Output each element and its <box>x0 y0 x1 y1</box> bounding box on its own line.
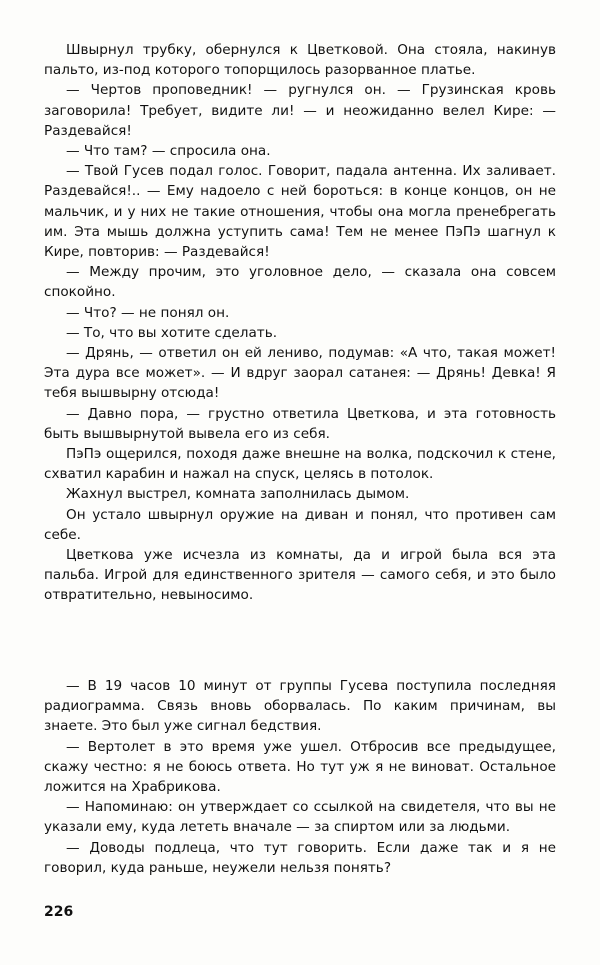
paragraph: Жахнул выстрел, комната заполнилась дымом. <box>66 486 410 503</box>
text-section-2 <box>44 676 556 878</box>
paragraph: — В 19 часов 10 минут от группы Гусева поступила последняя радиограмма. Связь вновь оборвалась. По каким причинам, вы знаете. Это был уже сигнал бедствия. <box>44 678 556 735</box>
paragraph: ПэПэ ощерился, походя даже внешне на волка, подскочил к стене, схватил карабин и нажал на спуск, целясь в потолок. <box>44 446 556 483</box>
paragraph: — Что там? — спросила она. <box>66 143 271 160</box>
paragraph: — Между прочим, это уголовное дело, — сказала она совсем спокойно. <box>44 264 556 301</box>
page-number: 226 <box>44 904 74 920</box>
paragraph: — Что? — не понял он. <box>66 304 230 321</box>
paragraph: — То, что вы хотите сделать. <box>66 324 278 341</box>
paragraph: Швырнул трубку, обернулся к Цветковой. Она стояла, накинув пальто, из-под которого топорщилось разорванное платье. <box>44 42 556 79</box>
paragraph: — Твой Гусев подал голос. Говорит, падала антенна. Их заливает. Раздевайся!.. — Ему надоело с ней бороться: в конце концов, он не мальчик, и у них не такие отношения, чтобы она могла пренебрегать им. Эта мышь должна уступить сама! Тем не менее ПэПэ шагнул к Кире, повторив: — Раздевайся! <box>44 163 556 261</box>
paragraph: — Давно пора, — грустно ответила Цветкова, и эта готовность быть вышвырнутой вывела его из себя. <box>44 405 556 442</box>
paragraph: — Чертов проповедник! — ругнулся он. — Грузинская кровь заговорила! Требует, видите ли! — и неожиданно велел Кире: — Раздевайся! <box>44 82 556 139</box>
paragraph: — Напоминаю: он утверждает со ссылкой на свидетеля, что вы не указали ему, куда лететь вначале — за спиртом или за людьми. <box>44 799 556 836</box>
paragraph: Он устало швырнул оружие на диван и понял, что противен сам себе. <box>44 506 556 543</box>
text-section-1 <box>44 40 556 606</box>
paragraph: Цветкова уже исчезла из комнаты, да и игрой была вся эта пальба. Игрой для единственного зрителя — самого себя, и это было отвратительно, невыносимо. <box>44 547 556 604</box>
paragraph: — Вертолет в это время уже ушел. Отбросив все предыдущее, скажу честно: я не боюсь ответа. Но тут уж я не виноват. Остальное ложится на Храбрикова. <box>44 738 556 796</box>
paragraph: — Доводы подлеца, что тут говорить. Если даже так и я не говорил, куда раньше, неужели нельзя понять? <box>44 839 556 876</box>
paragraph: — Дрянь, — ответил он ей лениво, подумав: «А что, такая может! Эта дура все может». — И вдруг заорал сатанея: — Дрянь! Девка! Я тебя вышвырну отсюда! <box>44 345 556 402</box>
